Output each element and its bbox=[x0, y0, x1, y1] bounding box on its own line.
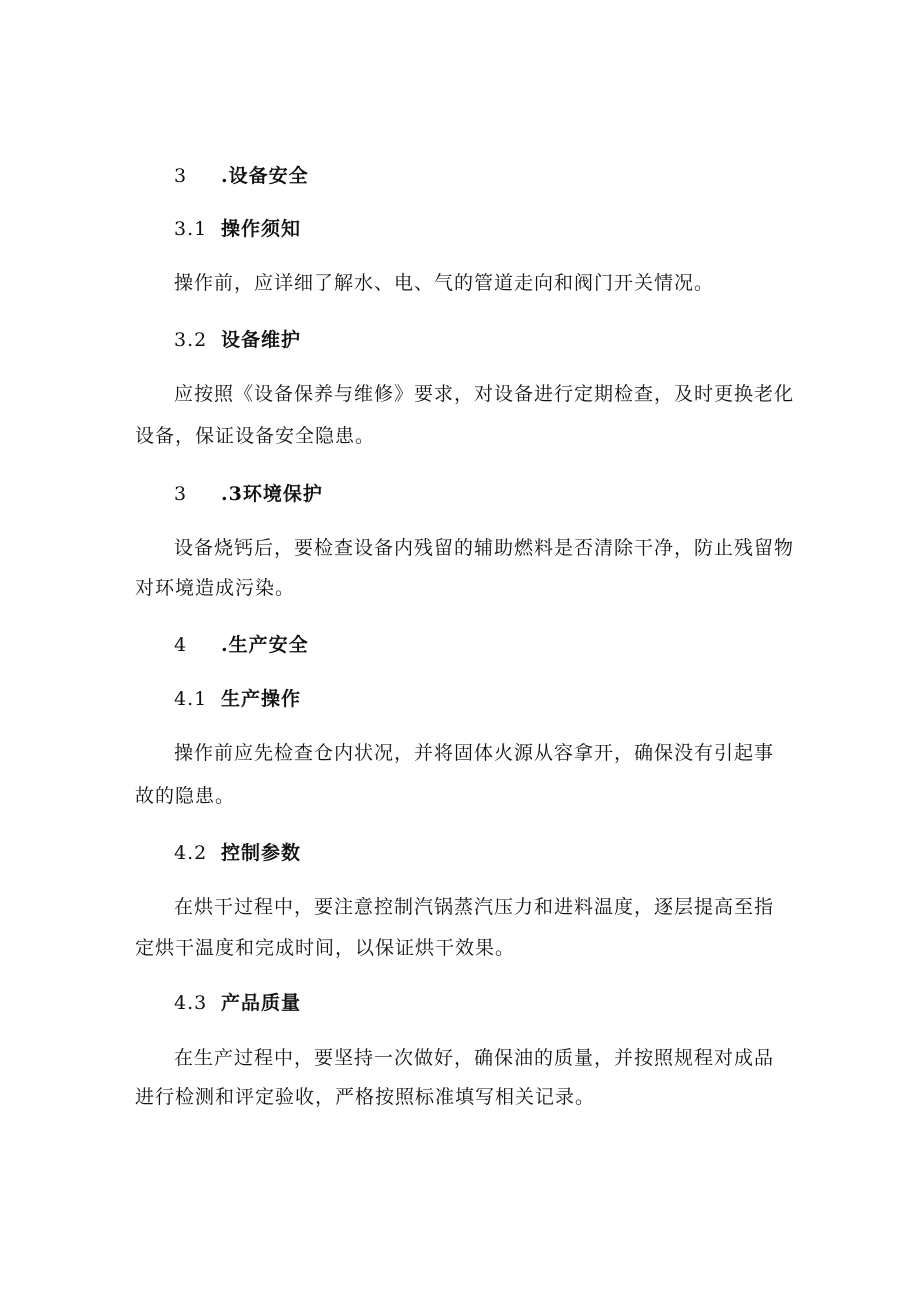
section-heading-4 bbox=[174, 632, 309, 658]
section-heading-4-2 bbox=[174, 840, 301, 866]
paragraph-line: 对环境造成污染。 bbox=[135, 577, 296, 599]
section-heading-3-1 bbox=[174, 216, 301, 242]
section-heading-4-1 bbox=[174, 686, 301, 712]
section-number: 3 bbox=[174, 483, 188, 505]
section-heading-3-3 bbox=[174, 481, 323, 507]
section-number: 4 bbox=[174, 634, 188, 656]
section-number: 3.2 bbox=[174, 329, 208, 351]
paragraph-line: 应按照《设备保养与维修》要求，对设备进行定期检查，及时更换老化 bbox=[174, 383, 795, 405]
paragraph-line: 操作前，应详细了解水、电、气的管道走向和阀门开关情况。 bbox=[174, 272, 715, 294]
section-title: .3环境保护 bbox=[221, 483, 323, 505]
section-number: 3.1 bbox=[174, 218, 208, 240]
section-heading-3-2 bbox=[174, 327, 301, 353]
paragraph-line: 设备，保证设备安全隐患。 bbox=[135, 425, 376, 447]
section-title: 操作须知 bbox=[221, 218, 302, 240]
paragraph-line: 进行检测和评定验收，严格按照标准填写相关记录。 bbox=[135, 1086, 596, 1108]
section-number: 4.2 bbox=[174, 842, 208, 864]
section-heading-3 bbox=[174, 163, 309, 189]
section-title: .设备安全 bbox=[221, 165, 309, 187]
paragraph-line: 在烘干过程中，要注意控制汽锅蒸汽压力和进料温度，逐层提高至指 bbox=[174, 896, 775, 918]
section-title: 控制参数 bbox=[221, 842, 302, 864]
section-title: .生产安全 bbox=[221, 634, 309, 656]
paragraph-line: 定烘干温度和完成时间，以保证烘干效果。 bbox=[135, 937, 516, 959]
section-title: 生产操作 bbox=[221, 688, 302, 710]
paragraph-line: 在生产过程中，要坚持一次做好，确保油的质量，并按照规程对成品 bbox=[174, 1047, 775, 1069]
section-number: 3 bbox=[174, 165, 188, 187]
paragraph-line: 操作前应先检查仓内状况，并将固体火源从容拿开，确保没有引起事 bbox=[174, 742, 775, 764]
paragraph-line: 故的隐患。 bbox=[135, 785, 236, 807]
section-number: 4.1 bbox=[174, 688, 208, 710]
section-title: 设备维护 bbox=[221, 329, 302, 351]
section-heading-4-3 bbox=[174, 990, 301, 1016]
section-title: 产品质量 bbox=[221, 992, 302, 1014]
section-number: 4.3 bbox=[174, 992, 208, 1014]
paragraph-line: 设备烧钙后，要检查设备内残留的辅助燃料是否清除干净，防止残留物 bbox=[174, 537, 795, 559]
